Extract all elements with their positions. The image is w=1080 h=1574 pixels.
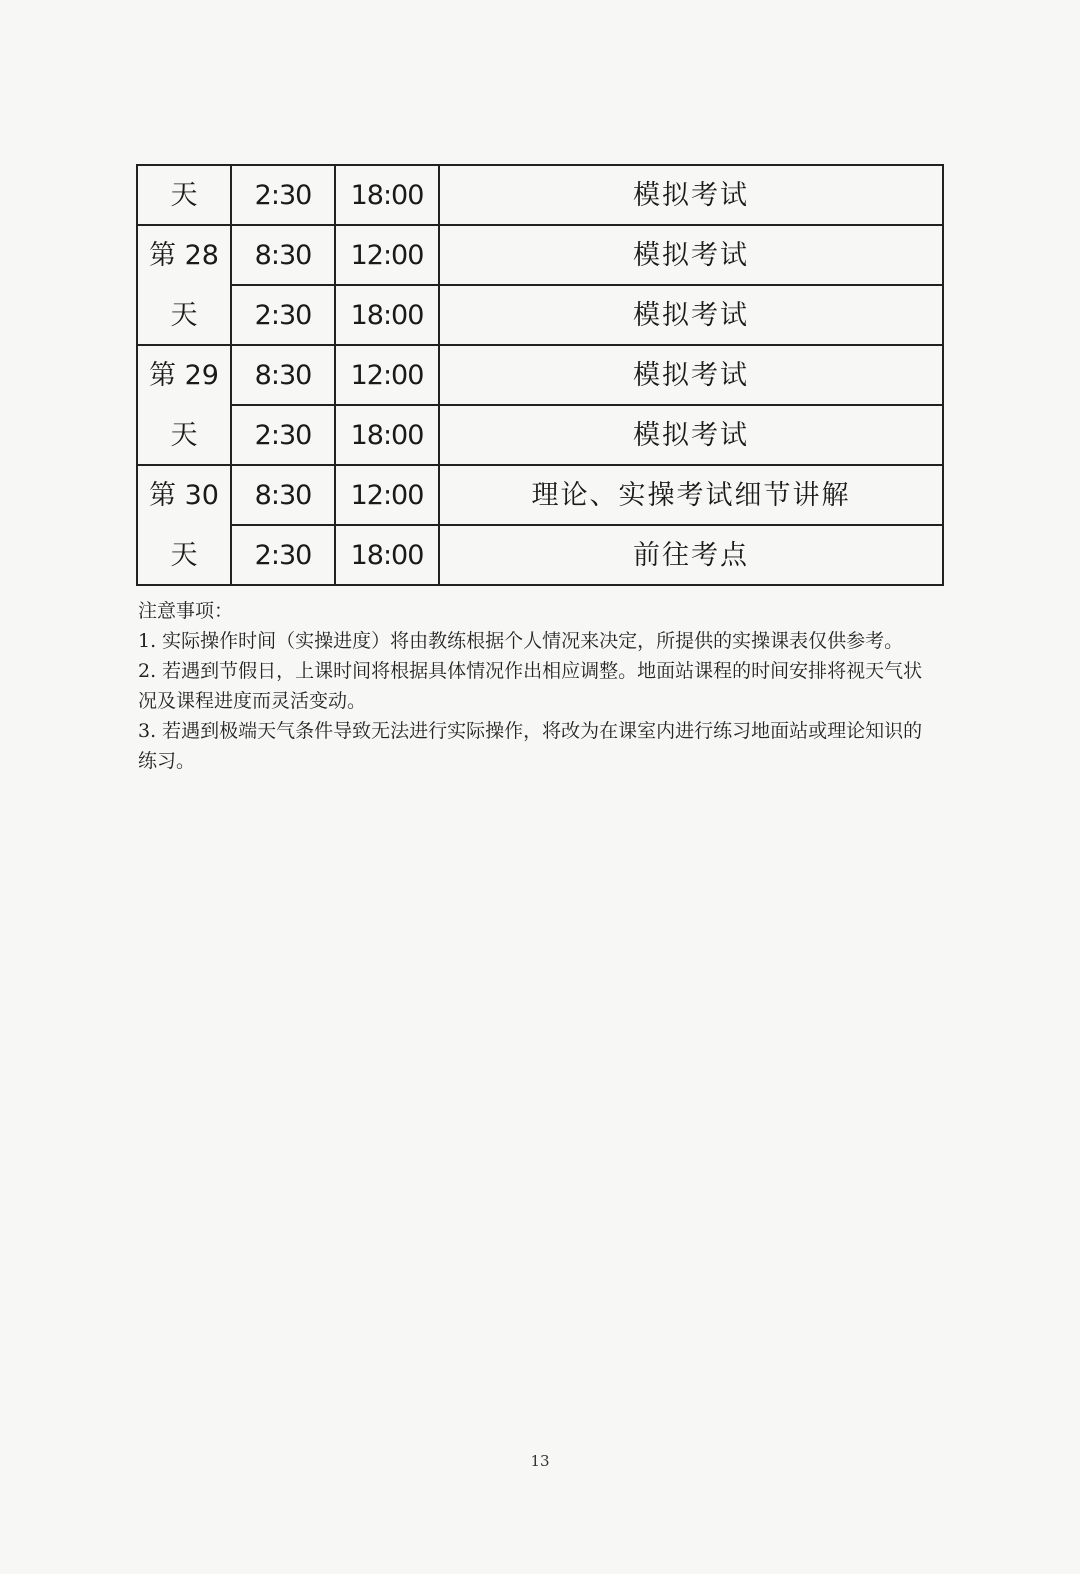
day-cell: 第 29 — [137, 345, 231, 405]
content-cell: 模拟考试 — [439, 345, 943, 405]
day-cell: 天 — [137, 405, 231, 465]
start-time-cell: 2:30 — [231, 525, 335, 585]
notes-section — [138, 596, 938, 776]
table-row — [137, 525, 943, 585]
end-time-cell: 12:00 — [335, 225, 439, 285]
content-cell: 模拟考试 — [439, 285, 943, 345]
page-number: 13 — [530, 1452, 550, 1470]
end-time-cell: 18:00 — [335, 285, 439, 345]
day-cell: 天 — [137, 165, 231, 225]
day-cell: 第 30 — [137, 465, 231, 525]
table-row — [137, 465, 943, 525]
day-cell: 天 — [137, 285, 231, 345]
start-time-cell: 2:30 — [231, 285, 335, 345]
content-cell: 模拟考试 — [439, 225, 943, 285]
note-item: 1. 实际操作时间（实操进度）将由教练根据个人情况来决定，所提供的实操课表仅供参考。 — [138, 630, 904, 652]
note-item: 3. 若遇到极端天气条件导致无法进行实际操作，将改为在课室内进行练习地面站或理论知识的练习。 — [138, 720, 923, 772]
end-time-cell: 12:00 — [335, 345, 439, 405]
table-row — [137, 165, 943, 225]
day-cell: 第 28 — [137, 225, 231, 285]
note-item: 2. 若遇到节假日，上课时间将根据具体情况作出相应调整。地面站课程的时间安排将视天气状况及课程进度而灵活变动。 — [138, 660, 923, 712]
start-time-cell: 8:30 — [231, 345, 335, 405]
end-time-cell: 18:00 — [335, 165, 439, 225]
schedule-table — [136, 164, 944, 586]
content-cell: 模拟考试 — [439, 405, 943, 465]
table-row — [137, 405, 943, 465]
end-time-cell: 18:00 — [335, 405, 439, 465]
start-time-cell: 2:30 — [231, 165, 335, 225]
end-time-cell: 12:00 — [335, 465, 439, 525]
notes-heading: 注意事项： — [138, 600, 234, 622]
table-row — [137, 285, 943, 345]
content-cell: 前往考点 — [439, 525, 943, 585]
start-time-cell: 2:30 — [231, 405, 335, 465]
content-cell: 模拟考试 — [439, 165, 943, 225]
content-cell: 理论、实操考试细节讲解 — [439, 465, 943, 525]
table-row — [137, 225, 943, 285]
start-time-cell: 8:30 — [231, 465, 335, 525]
end-time-cell: 18:00 — [335, 525, 439, 585]
table-row — [137, 345, 943, 405]
day-cell: 天 — [137, 525, 231, 585]
start-time-cell: 8:30 — [231, 225, 335, 285]
